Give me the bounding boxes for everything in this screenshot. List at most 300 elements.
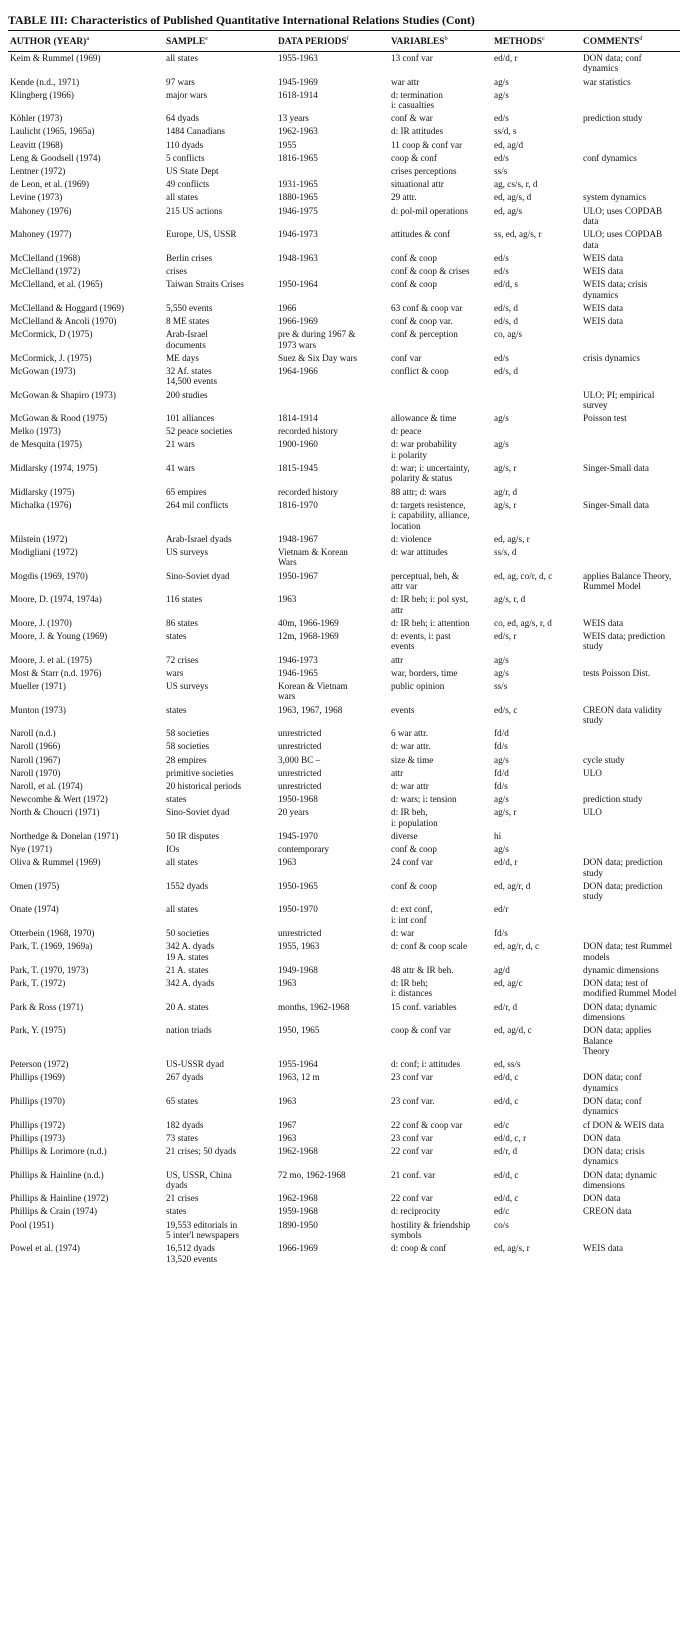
table-title: TABLE III: Characteristics of Published Quantitative International Relations Studies (Cont) xyxy=(8,13,475,27)
table-row xyxy=(8,1218,680,1242)
cell-comments xyxy=(581,1218,680,1242)
cell-author: Onate (1974) xyxy=(10,904,59,915)
cell-comments: DON data; dynamic dimensions xyxy=(583,1169,657,1190)
cell-data-period xyxy=(276,165,389,178)
cell-comments: conf dynamics xyxy=(583,152,637,163)
table-row xyxy=(8,1095,680,1119)
cell-sample: 41 wars xyxy=(166,463,195,474)
cell-sample: 342 A. dyads 19 A. states xyxy=(166,941,215,962)
cell-author: Phillips & Hainline (n.d.) xyxy=(10,1169,104,1180)
cell-sample: primitive societies xyxy=(166,767,234,778)
cell-data-period xyxy=(276,265,389,278)
cell-author: Phillips (1970) xyxy=(10,1095,65,1106)
cell-methods: ag/s xyxy=(494,413,509,424)
cell-methods: ed/d, r xyxy=(494,52,518,63)
cell-comments: cf DON & WEIS data xyxy=(583,1119,664,1130)
cell-methods: ed/s, r xyxy=(494,631,517,642)
cell-data-period: 1963, 1967, 1968 xyxy=(278,704,343,715)
cell-data-period: 1814-1914 xyxy=(278,413,318,424)
cell-sample: 20 A. states xyxy=(166,1001,209,1012)
cell-data-period: 1900-1960 xyxy=(278,439,318,450)
cell-variables: d: war attr xyxy=(391,780,429,791)
table-row xyxy=(8,630,680,654)
table-row xyxy=(8,780,680,793)
cell-sample: 65 states xyxy=(166,1095,198,1106)
cell-variables: 48 attr & IR beh. xyxy=(391,964,454,975)
cell-variables: 21 conf. var xyxy=(391,1169,436,1180)
cell-variables: public opinion xyxy=(391,680,445,691)
cell-comments: system dynamics xyxy=(583,192,647,203)
cell-methods: ag/s, r xyxy=(494,463,517,474)
cell-comments: cycle study xyxy=(583,754,625,765)
cell-comments xyxy=(581,927,680,940)
cell-sample: 21 wars xyxy=(166,439,195,450)
cell-comments xyxy=(581,593,680,617)
header-comments: COMMENTS$^d$ xyxy=(581,31,680,51)
cell-methods: ag/s xyxy=(494,76,509,87)
cell-methods: ss/s xyxy=(494,680,508,691)
cell-comments xyxy=(581,138,680,151)
cell-variables: crises perceptions xyxy=(391,166,457,177)
table-row xyxy=(8,963,680,976)
cell-variables: attr xyxy=(391,767,404,778)
cell-methods xyxy=(492,388,581,412)
cell-sample: 1552 dyads xyxy=(166,880,209,891)
cell-comments: ULO; uses COPDAB data xyxy=(583,229,663,250)
cell-comments: dynamic dimensions xyxy=(583,964,659,975)
header-author: AUTHOR (YEAR)$^a$ xyxy=(8,31,164,51)
cell-author: Newcombe & Wert (1972) xyxy=(10,794,108,805)
cell-data-period: Korean & Vietnam wars xyxy=(278,680,348,702)
cell-comments: crisis dynamics xyxy=(583,352,640,363)
header-variables: VARIABLES$^b$ xyxy=(389,31,492,51)
cell-author: Naroll (n.d.) xyxy=(10,728,56,739)
cell-comments: Poisson test xyxy=(583,413,627,424)
cell-data-period: 1946-1973 xyxy=(278,654,318,665)
cell-comments: WEIS data; prediction study xyxy=(583,631,666,652)
table-row xyxy=(8,1192,680,1205)
cell-author: McGowan & Shapiro (1973) xyxy=(10,389,116,400)
table-row xyxy=(8,806,680,830)
cell-methods: fd/d xyxy=(494,728,509,739)
cell-methods: fd/s xyxy=(494,928,508,939)
cell-author: Omen (1975) xyxy=(10,880,60,891)
cell-methods: ed/d, c, r xyxy=(494,1132,527,1143)
cell-methods: co/s xyxy=(494,1219,509,1230)
cell-data-period: unrestricted xyxy=(278,928,322,939)
table-row xyxy=(8,532,680,545)
cell-data-period: 1959-1968 xyxy=(278,1206,318,1217)
cell-methods: ed, ag/s, r xyxy=(494,533,530,544)
cell-sample: Arab-Israel dyads xyxy=(166,533,232,544)
cell-author: Phillips & Lorimore (n.d.) xyxy=(10,1145,107,1156)
table-row xyxy=(8,727,680,740)
cell-variables: d: reciprocity xyxy=(391,1206,441,1217)
cell-author: Moore, J. & Young (1969) xyxy=(10,631,108,642)
cell-author: Park, T. (1972) xyxy=(10,978,66,989)
cell-data-period: 1950-1968 xyxy=(278,794,318,805)
table-row xyxy=(8,112,680,125)
cell-data-period: 1945-1970 xyxy=(278,830,318,841)
cell-variables: 88 attr; d: wars xyxy=(391,486,447,497)
cell-comments: war statistics xyxy=(583,76,631,87)
cell-methods: ag/s, r xyxy=(494,499,517,510)
cell-sample: Europe, US, USSR xyxy=(166,229,237,240)
cell-data-period: recorded history xyxy=(278,486,338,497)
cell-data-period: Vietnam & Korean Wars xyxy=(278,547,348,568)
cell-data-period: 1955, 1963 xyxy=(278,941,320,952)
cell-author: de Leon, et al. (1969) xyxy=(10,179,90,190)
cell-methods: co, ag/s xyxy=(494,329,523,340)
table-header xyxy=(8,31,680,51)
cell-methods: ss, ed, ag/s, r xyxy=(494,229,542,240)
cell-data-period: 1950-1964 xyxy=(278,279,318,290)
cell-sample: 86 states xyxy=(166,617,198,628)
cell-author: North & Choucri (1971) xyxy=(10,807,100,818)
cell-comments: WEIS data xyxy=(583,302,624,313)
cell-sample: IOs xyxy=(166,844,180,855)
table-row xyxy=(8,228,680,252)
cell-methods: ag, cs/s, r, d xyxy=(494,179,538,190)
header-row xyxy=(8,31,680,51)
cell-comments xyxy=(581,425,680,438)
cell-comments xyxy=(581,125,680,138)
cell-comments xyxy=(581,532,680,545)
cell-methods: ed/d, c xyxy=(494,1169,519,1180)
table-row xyxy=(8,616,680,629)
cell-sample: US, USSR, China dyads xyxy=(166,1169,232,1190)
cell-comments: applies Balance Theory, Rummel Model xyxy=(583,570,672,592)
cell-variables: coop & conf var xyxy=(391,1025,451,1036)
cell-sample: 21 A. states xyxy=(166,964,209,975)
cell-author: McClelland & Ancoli (1970) xyxy=(10,315,117,326)
cell-variables: allowance & time xyxy=(391,413,457,424)
cell-variables: conf & coop xyxy=(391,252,437,263)
cell-comments: WEIS data xyxy=(583,265,624,276)
table-row xyxy=(8,251,680,264)
cell-data-period: 1966 xyxy=(278,302,297,313)
cell-methods: ag/s xyxy=(494,667,509,678)
cell-data-period: 12m, 1968-1969 xyxy=(278,631,339,642)
cell-author: Naroll (1966) xyxy=(10,741,61,752)
cell-author: Levine (1973) xyxy=(10,192,63,203)
cell-sample: 52 peace societies xyxy=(166,426,233,437)
cell-sample: US-USSR dyad xyxy=(166,1059,224,1070)
cell-sample: Arab-Israel documents xyxy=(166,329,208,350)
cell-methods: ag/s xyxy=(494,439,509,450)
cell-methods: ag/d xyxy=(494,964,510,975)
table-row xyxy=(8,753,680,766)
cell-author: McCormick, J. (1975) xyxy=(10,352,92,363)
cell-variables: 22 conf var xyxy=(391,1193,433,1204)
cell-author: McGowan (1973) xyxy=(10,365,76,376)
cell-author: Oliva & Rummel (1969) xyxy=(10,857,101,868)
cell-methods: ag/s xyxy=(494,754,509,765)
cell-author: Moore, J. et al. (1975) xyxy=(10,654,92,665)
cell-author: Mahoney (1977) xyxy=(10,229,72,240)
cell-author: McClelland (1972) xyxy=(10,265,81,276)
cell-author: Park & Ross (1971) xyxy=(10,1001,84,1012)
cell-sample: major wars xyxy=(166,89,208,100)
cell-author: Keim & Rummel (1969) xyxy=(10,52,101,63)
table-row xyxy=(8,1205,680,1218)
cell-variables: conf & coop xyxy=(391,880,437,891)
cell-variables: d: war attr. xyxy=(391,741,431,752)
cell-comments: ULO; PI; empirical survey xyxy=(583,389,655,410)
cell-methods: ed/s xyxy=(494,265,509,276)
table-row xyxy=(8,1000,680,1024)
cell-sample: 32 Af. states 14,500 events xyxy=(166,365,218,387)
table-row xyxy=(8,977,680,1001)
cell-author: Moore, J. (1970) xyxy=(10,617,72,628)
cell-variables: d: targets resistence, i: capability, alliance, location xyxy=(391,499,470,531)
cell-data-period: 1946-1975 xyxy=(278,205,318,216)
cell-variables: situational attr xyxy=(391,179,444,190)
table-row xyxy=(8,301,680,314)
cell-variables: d: war; i: uncertainty, polarity & status xyxy=(391,463,470,484)
cell-author: Phillips (1969) xyxy=(10,1072,65,1083)
table-row xyxy=(8,680,680,704)
cell-variables: d: IR beh; i: distances xyxy=(391,978,433,999)
cell-methods: ed/d, c xyxy=(494,1095,519,1106)
cell-author: Leavitt (1968) xyxy=(10,139,63,150)
cell-author: Pool (1951) xyxy=(10,1219,54,1230)
cell-sample: 72 crises xyxy=(166,654,199,665)
cell-data-period: 1967 xyxy=(278,1119,297,1130)
cell-sample: 116 states xyxy=(166,594,203,605)
cell-sample: all states xyxy=(166,192,198,203)
table-row xyxy=(8,1131,680,1144)
cell-comments xyxy=(581,88,680,112)
cell-data-period: recorded history xyxy=(278,426,338,437)
cell-variables: 63 conf & coop var xyxy=(391,302,463,313)
cell-sample: states xyxy=(166,704,187,715)
cell-methods: ed/s xyxy=(494,252,509,263)
cell-variables: war attr xyxy=(391,76,420,87)
cell-sample: 101 alliances xyxy=(166,413,215,424)
cell-variables: conf & war xyxy=(391,113,433,124)
cell-author: Park, T. (1970, 1973) xyxy=(10,964,89,975)
cell-variables: 24 conf var xyxy=(391,857,433,868)
cell-methods: ed/s xyxy=(494,352,509,363)
table-row xyxy=(8,766,680,779)
cell-data-period: 1963, 12 m xyxy=(278,1072,320,1083)
table-row xyxy=(8,88,680,112)
cell-variables: 6 war attr. xyxy=(391,728,428,739)
cell-methods: ed/s, d xyxy=(494,315,518,326)
cell-sample: Sino-Soviet dyad xyxy=(166,807,230,818)
cell-variables: d: coop & conf xyxy=(391,1243,447,1254)
cell-variables: d: pol-mil operations xyxy=(391,205,469,216)
cell-methods: ed, ag/r, d xyxy=(494,880,531,891)
cell-sample: Taiwan Straits Crises xyxy=(166,279,244,290)
cell-comments xyxy=(581,843,680,856)
table-row xyxy=(8,165,680,178)
cell-data-period: 40m, 1966-1969 xyxy=(278,617,339,628)
table-row xyxy=(8,1071,680,1095)
cell-comments: DON data; test Rummel models xyxy=(583,941,673,962)
header-methods: METHODS$^c$ xyxy=(492,31,581,51)
table-row xyxy=(8,265,680,278)
cell-variables: conf & coop var. xyxy=(391,315,453,326)
cell-author: Moore, D. (1974, 1974a) xyxy=(10,594,102,605)
cell-sample: 28 empires xyxy=(166,754,207,765)
cell-data-period: 1931-1965 xyxy=(278,179,318,190)
header-data-periods: DATA PERIODS$^f$ xyxy=(276,31,389,51)
cell-methods: ss/d, s xyxy=(494,126,517,137)
cell-methods: ed, ag/d, c xyxy=(494,1025,532,1036)
table-row xyxy=(8,191,680,204)
cell-variables: size & time xyxy=(391,754,434,765)
cell-author: Naroll (1967) xyxy=(10,754,61,765)
cell-author: Modigliani (1972) xyxy=(10,547,78,558)
cell-data-period: 1963 xyxy=(278,594,297,605)
cell-data-period: 13 years xyxy=(278,113,309,124)
cell-sample: 64 dyads xyxy=(166,113,199,124)
cell-methods xyxy=(492,425,581,438)
cell-data-period: 1963 xyxy=(278,857,297,868)
cell-author: Kende (n.d., 1971) xyxy=(10,76,80,87)
cell-sample: ME days xyxy=(166,352,199,363)
table-row xyxy=(8,830,680,843)
table-row xyxy=(8,1024,680,1058)
cell-data-period: contemporary xyxy=(278,844,330,855)
cell-sample: all states xyxy=(166,904,198,915)
table-row xyxy=(8,365,680,389)
cell-sample: US State Dept xyxy=(166,166,219,177)
table-row xyxy=(8,278,680,302)
table-row xyxy=(8,438,680,462)
cell-data-period: 1955 xyxy=(278,139,297,150)
cell-sample: states xyxy=(166,794,187,805)
table-row xyxy=(8,569,680,593)
cell-comments xyxy=(581,680,680,704)
cell-author: Park, T. (1969, 1969a) xyxy=(10,941,93,952)
cell-author: Northedge & Donelan (1971) xyxy=(10,830,119,841)
cell-sample: 65 empires xyxy=(166,486,207,497)
table-row xyxy=(8,1242,680,1266)
cell-methods: ag/s, r xyxy=(494,807,517,818)
cell-comments xyxy=(581,903,680,927)
cell-sample: 58 societies xyxy=(166,741,210,752)
cell-sample: states xyxy=(166,1206,187,1217)
cell-data-period: 1950-1970 xyxy=(278,904,318,915)
cell-comments: DON data; crisis dynamics xyxy=(583,1145,645,1167)
table-row xyxy=(8,856,680,880)
cell-data-period: 3,000 BC – xyxy=(278,754,321,765)
cell-methods: ed/d, c xyxy=(494,1072,519,1083)
cell-methods: ed, ag/d xyxy=(494,139,524,150)
cell-sample: 5 conflicts xyxy=(166,152,205,163)
cell-comments: prediction study xyxy=(583,794,643,805)
cell-comments xyxy=(581,727,680,740)
cell-data-period: 1966-1969 xyxy=(278,315,318,326)
cell-sample: 50 IR disputes xyxy=(166,830,220,841)
cell-variables: d: violence xyxy=(391,533,432,544)
table-row xyxy=(8,315,680,328)
cell-variables: attitudes & conf xyxy=(391,229,451,240)
cell-data-period: 1880-1965 xyxy=(278,192,318,203)
cell-methods: ag/s xyxy=(494,844,509,855)
cell-author: Phillips & Crain (1974) xyxy=(10,1206,98,1217)
cell-comments: DON data; conf dynamics xyxy=(583,1095,642,1117)
cell-methods: ag/s, r, d xyxy=(494,594,526,605)
cell-author: Mogdis (1969, 1970) xyxy=(10,570,88,581)
cell-author: Park, Y. (1975) xyxy=(10,1025,66,1036)
cell-sample: 110 dyads xyxy=(166,139,204,150)
cell-variables: hostility & friendship symbols xyxy=(391,1219,471,1240)
cell-sample: Sino-Soviet dyad xyxy=(166,570,230,581)
cell-author: Laulicht (1965, 1965a) xyxy=(10,126,95,137)
cell-comments xyxy=(581,780,680,793)
cell-data-period: 1964-1966 xyxy=(278,365,318,376)
cell-variables: 15 conf. variables xyxy=(391,1001,457,1012)
cell-author: Klingberg (1966) xyxy=(10,89,74,100)
table-row xyxy=(8,546,680,570)
table-row xyxy=(8,703,680,727)
cell-data-period: 1949-1968 xyxy=(278,964,318,975)
cell-methods: ed, ss/s xyxy=(494,1059,521,1070)
cell-methods: ag/r, d xyxy=(494,486,518,497)
cell-sample: 21 crises; 50 dyads xyxy=(166,1145,237,1156)
cell-comments: DON data; conf dynamics xyxy=(583,52,642,74)
cell-comments: ULO; uses COPDAB data xyxy=(583,205,663,227)
cell-data-period: 1890-1950 xyxy=(278,1219,318,1230)
cell-sample: Berlin crises xyxy=(166,252,213,263)
cell-sample: 20 historical periods xyxy=(166,780,242,791)
cell-author: McGowan & Rood (1975) xyxy=(10,413,108,424)
cell-methods: fd/s xyxy=(494,741,508,752)
table-row xyxy=(8,125,680,138)
table-row xyxy=(8,793,680,806)
cell-variables: 11 coop & conf var xyxy=(391,139,463,150)
cell-variables: conf & coop xyxy=(391,844,437,855)
cell-methods: ed, ag/s, r xyxy=(494,1243,530,1254)
cell-sample: 97 wars xyxy=(166,76,195,87)
cell-variables: conf & perception xyxy=(391,329,458,340)
table-row xyxy=(8,178,680,191)
cell-data-period: 1815-1945 xyxy=(278,463,318,474)
cell-comments: DON data; prediction study xyxy=(583,880,663,902)
cell-data-period: 1963 xyxy=(278,1095,297,1106)
cell-methods: ed/d, s xyxy=(494,279,518,290)
cell-variables: d: war probability i: polarity xyxy=(391,439,457,460)
cell-variables: events xyxy=(391,704,415,715)
cell-comments: CREON data xyxy=(583,1206,632,1217)
cell-comments: DON data; applies Balance Theory xyxy=(583,1025,652,1057)
cell-data-period: 1950-1965 xyxy=(278,880,318,891)
cell-author: Phillips & Hainline (1972) xyxy=(10,1193,109,1204)
cell-author: Michalka (1976) xyxy=(10,499,72,510)
cell-comments: WEIS data; crisis dynamics xyxy=(583,279,648,300)
cell-variables: d: conf & coop scale xyxy=(391,941,468,952)
cell-comments: prediction study xyxy=(583,113,643,124)
cell-comments: CREON data validity study xyxy=(583,704,663,725)
cell-sample: states xyxy=(166,631,187,642)
cell-comments xyxy=(581,328,680,352)
cell-methods: ed/s xyxy=(494,113,509,124)
cell-data-period: unrestricted xyxy=(278,741,322,752)
cell-sample: 8 ME states xyxy=(166,315,210,326)
table-row xyxy=(8,653,680,666)
cell-author: Midlarsky (1975) xyxy=(10,486,75,497)
table-row xyxy=(8,51,680,75)
cell-sample: 21 crises xyxy=(166,1193,199,1204)
cell-sample: wars xyxy=(166,667,184,678)
cell-variables: 22 conf var xyxy=(391,1145,433,1156)
cell-methods: ed/s xyxy=(494,152,509,163)
cell-comments xyxy=(581,165,680,178)
